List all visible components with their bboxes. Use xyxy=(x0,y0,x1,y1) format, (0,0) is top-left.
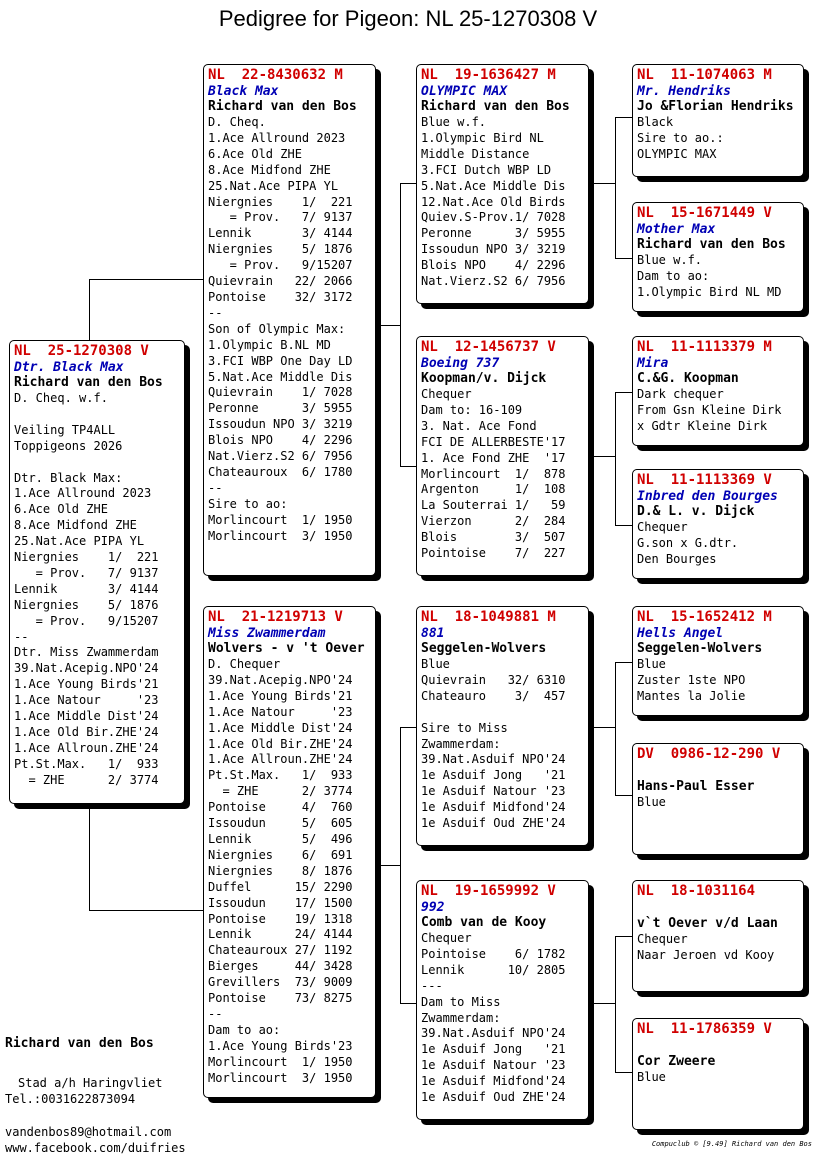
info-line: Chequer xyxy=(637,931,688,946)
breeder-email[interactable] xyxy=(5,1125,171,1139)
pigeon-name: Dtr. Black Max xyxy=(14,360,124,375)
info-line: Pontoise 73/ 8275 xyxy=(208,991,353,1006)
ring-number: NL 19-1659992 V xyxy=(421,883,556,899)
info-line: Veiling TP4ALL xyxy=(14,422,116,437)
connector-line xyxy=(589,183,615,184)
info-line: 1.Ace Allroun.ZHE'24 xyxy=(14,740,159,755)
info-line: --- xyxy=(421,978,443,993)
pigeon-name: Black Max xyxy=(208,84,279,99)
info-line: Nat.Vierz.S2 6/ 7956 xyxy=(421,274,566,289)
dam-sire-dam-card[interactable] xyxy=(632,743,804,855)
info-line: 1e Asduif Natour '23 xyxy=(421,1058,566,1073)
info-line: x Gdtr Kleine Dirk xyxy=(637,418,768,433)
info-line: Nat.Vierz.S2 6/ 7956 xyxy=(208,449,353,464)
info-line: 1. Ace Fond ZHE '17 xyxy=(421,450,566,465)
footer-credit: Compuclub © [9.49] Richard van den Bos xyxy=(651,1140,812,1148)
ring-number: NL 15-1671449 V xyxy=(637,205,772,221)
connector-line xyxy=(400,1003,417,1004)
pigeon-name: Mr. Hendriks xyxy=(637,84,731,99)
info-line: Blue xyxy=(637,657,666,671)
info-line: Zwammerdam: xyxy=(421,736,501,751)
info-line: D. Chequer xyxy=(208,657,281,671)
info-line: Dtr. Black Max: xyxy=(14,470,123,485)
info-line: Morlincourt 1/ 1950 xyxy=(208,1054,353,1069)
info-line: 1.Ace Old Bir.ZHE'24 xyxy=(208,736,353,751)
connector-line xyxy=(615,392,633,393)
sire-sire-sire-card[interactable] xyxy=(632,64,804,177)
info-line: 6.Ace Old ZHE xyxy=(208,146,302,161)
info-line: 1.Olympic B.NL MD xyxy=(208,337,331,352)
connector-line xyxy=(589,456,615,457)
ring-number: NL 18-1031164 xyxy=(637,883,756,899)
info-line: Middle Distance xyxy=(421,146,530,161)
info-line: = ZHE 2/ 3774 xyxy=(14,772,159,787)
connector-line xyxy=(615,936,616,1072)
info-line: Duffel 15/ 2290 xyxy=(208,879,353,894)
owner-name: Richard van den Bos xyxy=(637,237,786,252)
pigeon-name-empty xyxy=(637,763,799,779)
info-line: 25.Nat.Ace PIPA YL xyxy=(14,534,145,549)
sire-dam-dam-card[interactable] xyxy=(632,469,804,579)
info-line: 8.Ace Midfond ZHE xyxy=(14,518,137,533)
owner-name: Cor Zweere xyxy=(637,1053,716,1069)
dam-sire-sire-card[interactable] xyxy=(632,606,804,716)
info-line: Chequer xyxy=(421,387,472,401)
ring-number: NL 11-1113379 M xyxy=(637,339,772,355)
info-line: Blue xyxy=(637,1069,666,1084)
info-line: Morlincourt 3/ 1950 xyxy=(208,528,353,543)
pigeon-name: OLYMPIC MAX xyxy=(421,84,508,99)
connector-line xyxy=(615,392,616,526)
info-line: 3.FCI Dutch WBP LD xyxy=(421,162,552,177)
info-line: 1e Asduif Oud ZHE'24 xyxy=(421,1090,566,1105)
subject-card[interactable] xyxy=(9,340,185,804)
owner-name: D.& L. v. Dijck xyxy=(637,504,755,519)
connector-line xyxy=(589,1003,615,1004)
info-line: Vierzon 2/ 284 xyxy=(421,514,566,529)
info-line: Grevillers 73/ 9009 xyxy=(208,975,353,990)
dam-sire-card[interactable] xyxy=(416,606,589,846)
info-line: 1.Ace Young Birds'23 xyxy=(208,1038,353,1053)
ring-number: NL 11-1786359 V xyxy=(637,1021,772,1037)
info-line: Peronne 3/ 5955 xyxy=(421,226,566,241)
ring-number: NL 22-8430632 M xyxy=(208,67,343,83)
connector-line xyxy=(400,727,417,728)
info-line: Toppigeons 2026 xyxy=(14,438,123,453)
info-line: Naar Jeroen vd Kooy xyxy=(637,947,775,962)
info-line: Mantes la Jolie xyxy=(637,688,746,703)
connector-line xyxy=(400,183,401,466)
info-line: 1.Ace Young Birds'21 xyxy=(208,688,353,703)
info-line: La Souterrai 1/ 59 xyxy=(421,498,566,513)
info-line: OLYMPIC MAX xyxy=(637,146,717,161)
owner-name: Comb van de Kooy xyxy=(421,915,547,930)
info-line: Pointoise 7/ 227 xyxy=(421,546,566,561)
info-line: 25.Nat.Ace PIPA YL xyxy=(208,178,339,193)
info-line: Zuster 1ste NPO xyxy=(637,672,746,687)
info-line: Peronne 3/ 5955 xyxy=(208,401,353,416)
info-line: 3.FCI WBP One Day LD xyxy=(208,353,353,368)
info-line: Chequer xyxy=(637,520,688,534)
breeder-phone-text: Tel.:0031622873094 xyxy=(5,1092,136,1106)
blank-line xyxy=(14,455,180,471)
sire-dam-card[interactable] xyxy=(416,336,589,576)
connector-line xyxy=(89,910,204,911)
dam-dam-card[interactable] xyxy=(416,880,589,1120)
info-line: Dam to ao: xyxy=(208,1022,281,1037)
connector-line xyxy=(615,117,616,258)
info-line: Lennik 3/ 4144 xyxy=(208,226,353,241)
info-line: Sire to Miss xyxy=(421,720,508,735)
sire-card[interactable] xyxy=(203,64,376,576)
info-line: Dam to ao: xyxy=(637,268,710,283)
info-line: -- xyxy=(14,629,29,644)
info-line: Zwammerdam: xyxy=(421,1010,501,1025)
owner-name: Wolvers - v 't Oever xyxy=(208,641,365,656)
info-line: Sire to ao: xyxy=(208,496,288,511)
info-line: 39.Nat.Acepig.NPO'24 xyxy=(14,661,159,676)
info-line: Sire to ao.: xyxy=(637,130,724,145)
info-line: Blue w.f. xyxy=(637,253,703,267)
info-line: 8.Ace Midfond ZHE xyxy=(208,162,331,177)
info-line: From Gsn Kleine Dirk xyxy=(637,402,782,417)
info-line: 1.Olympic Bird NL xyxy=(421,130,544,145)
info-line: 5.Nat.Ace Middle Dis xyxy=(208,369,353,384)
dam-dam-sire-card[interactable] xyxy=(632,880,804,992)
info-line: Niergnies 1/ 221 xyxy=(14,550,159,565)
info-line: 1e Asduif Jong '21 xyxy=(421,768,566,783)
info-line: 1.Olympic Bird NL MD xyxy=(637,284,782,299)
info-line: D. Cheq. w.f. xyxy=(14,391,108,405)
info-line: = ZHE 2/ 3774 xyxy=(208,784,353,799)
connector-line xyxy=(589,727,615,728)
ring-number: NL 11-1113369 V xyxy=(637,472,772,488)
connector-line xyxy=(400,466,417,467)
dam-dam-dam-card[interactable] xyxy=(632,1018,804,1130)
info-line: Niergnies 5/ 1876 xyxy=(208,242,353,257)
ring-number: NL 12-1456737 V xyxy=(421,339,556,355)
info-line: 1.Ace Allroun.ZHE'24 xyxy=(208,752,353,767)
info-line: -- xyxy=(208,480,223,495)
info-line: 1e Asduif Midfond'24 xyxy=(421,800,566,815)
owner-name: Seggelen-Wolvers xyxy=(421,641,547,656)
info-line: Niergnies 8/ 1876 xyxy=(208,863,353,878)
pigeon-name: Hells Angel xyxy=(637,626,724,641)
dam-card[interactable] xyxy=(203,606,376,1098)
info-line: 3. Nat. Ace Fond xyxy=(421,418,537,433)
info-line: 39.Nat.Asduif NPO'24 xyxy=(421,752,566,767)
connector-line xyxy=(615,525,633,526)
pigeon-name: Boeing 737 xyxy=(421,356,500,371)
blank-line xyxy=(14,407,180,423)
info-line: Lennik 5/ 496 xyxy=(208,831,353,846)
info-line: Chateauro 3/ 457 xyxy=(421,688,566,703)
info-line: 1.Ace Middle Dist'24 xyxy=(14,709,159,724)
owner-name: Seggelen-Wolvers xyxy=(637,641,763,656)
breeder-website-text[interactable]: www.facebook.com/duifries xyxy=(5,1141,186,1155)
blank-line xyxy=(421,705,584,721)
info-line: Pt.St.Max. 1/ 933 xyxy=(208,768,353,783)
breeder-name xyxy=(5,1036,154,1051)
info-line: Niergnies 1/ 221 xyxy=(208,194,353,209)
pigeon-name: Miss Zwammerdam xyxy=(208,626,326,641)
connector-line xyxy=(615,1072,633,1073)
info-line: 1.Ace Allround 2023 xyxy=(208,130,346,145)
pigeon-name: 881 xyxy=(421,626,445,641)
owner-name: v`t Oever v/d Laan xyxy=(637,915,778,931)
breeder-address xyxy=(18,1076,163,1090)
connector-line xyxy=(615,662,616,795)
info-line: -- xyxy=(208,1006,223,1021)
info-line: Morlincourt 1/ 1950 xyxy=(208,512,353,527)
owner-name: Koopman/v. Dijck xyxy=(421,371,547,386)
connector-line xyxy=(615,117,633,118)
info-line: Den Bourges xyxy=(637,551,717,566)
connector-line xyxy=(400,183,417,184)
connector-line xyxy=(89,804,90,911)
ring-number: NL 15-1652412 M xyxy=(637,609,772,625)
breeder-name-text: Richard van den Bos xyxy=(5,1036,154,1051)
info-line: = Prov. 9/15207 xyxy=(208,258,353,273)
breeder-phone xyxy=(5,1092,135,1106)
info-line: Pontoise 32/ 3172 xyxy=(208,289,353,304)
connector-line xyxy=(89,279,204,280)
info-line: Chequer xyxy=(421,931,472,945)
connector-line xyxy=(400,727,401,1004)
connector-line xyxy=(615,662,633,663)
info-line: 1e Asduif Natour '23 xyxy=(421,784,566,799)
ring-number: DV 0986-12-290 V xyxy=(637,746,781,762)
info-line: Pontoise 19/ 1318 xyxy=(208,911,353,926)
info-line: = Prov. 7/ 9137 xyxy=(14,565,159,580)
info-line: 1.Ace Old Bir.ZHE'24 xyxy=(14,725,159,739)
info-line: Pt.St.Max. 1/ 933 xyxy=(14,756,159,771)
info-line: Argenton 1/ 108 xyxy=(421,482,566,497)
info-line: 5.Nat.Ace Middle Dis xyxy=(421,178,566,193)
info-line: 1.Ace Natour '23 xyxy=(14,693,159,708)
sire-sire-card[interactable] xyxy=(416,64,589,304)
owner-name: Richard van den Bos xyxy=(421,99,570,114)
info-line: Blois NPO 4/ 2296 xyxy=(421,258,566,273)
info-line: Niergnies 5/ 1876 xyxy=(14,597,159,612)
info-line: Lennik 10/ 2805 xyxy=(421,962,566,977)
breeder-address-text: Stad a/h Haringvliet xyxy=(18,1076,163,1090)
info-line: Niergnies 6/ 691 xyxy=(208,847,353,862)
connector-line xyxy=(615,936,633,937)
info-line: Chateauroux 6/ 1780 xyxy=(208,464,353,479)
info-line: Dam to Miss xyxy=(421,994,501,1009)
pigeon-name: 992 xyxy=(421,900,445,915)
info-line: = Prov. 9/15207 xyxy=(14,613,159,628)
info-line: Chateauroux 27/ 1192 xyxy=(208,943,353,958)
info-line: Issoudun NPO 3/ 3219 xyxy=(421,242,566,257)
info-line: 1e Asduif Jong '21 xyxy=(421,1042,566,1057)
info-line: Lennik 24/ 4144 xyxy=(208,927,353,942)
sire-sire-dam-card[interactable] xyxy=(632,202,804,312)
info-line: 39.Nat.Acepig.NPO'24 xyxy=(208,672,353,687)
info-line: 1.Ace Allround 2023 xyxy=(14,486,152,501)
pigeon-name: Mira xyxy=(637,356,669,371)
info-line: Blue w.f. xyxy=(421,115,487,129)
connector-line xyxy=(615,258,633,259)
info-line: 6.Ace Old ZHE xyxy=(14,502,108,517)
info-line: Blois 3/ 507 xyxy=(421,530,566,545)
ring-number: NL 18-1049881 M xyxy=(421,609,556,625)
pigeon-name-empty xyxy=(637,1038,799,1054)
info-line: 1.Ace Natour '23 xyxy=(208,704,353,719)
breeder-email-text[interactable]: vandenbos89@hotmail.com xyxy=(5,1125,172,1139)
info-line: Issoudun 5/ 605 xyxy=(208,816,353,831)
info-line: Quievrain 1/ 7028 xyxy=(208,385,353,400)
owner-name: Richard van den Bos xyxy=(208,99,357,114)
ring-number: NL 11-1074063 M xyxy=(637,67,772,83)
sire-dam-sire-card[interactable] xyxy=(632,336,804,446)
info-line: 12.Nat.Ace Old Birds xyxy=(421,194,566,209)
info-line: Pointoise 6/ 1782 xyxy=(421,946,566,961)
info-line: Black xyxy=(637,115,674,129)
info-line: FCI DE ALLERBESTE'17 xyxy=(421,434,566,449)
info-line: Bierges 44/ 3428 xyxy=(208,959,353,974)
connector-line xyxy=(376,865,400,866)
info-line: Quiev.S-Prov.1/ 7028 xyxy=(421,210,566,225)
pigeon-name: Mother Max xyxy=(637,222,716,237)
info-line: Quievrain 22/ 2066 xyxy=(208,274,353,289)
info-line: Dark chequer xyxy=(637,387,724,401)
info-line: Issoudun 17/ 1500 xyxy=(208,895,353,910)
pigeon-name: Inbred den Bourges xyxy=(637,489,778,504)
owner-name: Richard van den Bos xyxy=(14,375,163,390)
info-line: Dtr. Miss Zwammerdam xyxy=(14,645,159,660)
ring-number: NL 19-1636427 M xyxy=(421,67,556,83)
info-line: Morlincourt 1/ 878 xyxy=(421,466,566,481)
info-line: Dam to: 16-109 xyxy=(421,402,523,417)
info-line: Son of Olympic Max: xyxy=(208,321,346,336)
connector-line xyxy=(615,795,633,796)
info-line: Quievrain 32/ 6310 xyxy=(421,672,566,687)
info-line: Morlincourt 3/ 1950 xyxy=(208,1070,353,1085)
info-line: 1.Ace Young Birds'21 xyxy=(14,677,159,692)
owner-name: Hans-Paul Esser xyxy=(637,778,755,794)
info-line: D. Cheq. xyxy=(208,115,266,129)
info-line: 1e Asduif Midfond'24 xyxy=(421,1074,566,1089)
connector-line xyxy=(376,325,400,326)
info-line: Blue xyxy=(421,657,450,671)
info-line: 1e Asduif Oud ZHE'24 xyxy=(421,816,566,831)
info-line: Blois NPO 4/ 2296 xyxy=(208,433,353,448)
info-line: Pontoise 4/ 760 xyxy=(208,800,353,815)
info-line: -- xyxy=(208,305,223,320)
info-line: Lennik 3/ 4144 xyxy=(14,581,159,596)
connector-line xyxy=(89,279,90,341)
info-line: = Prov. 7/ 9137 xyxy=(208,210,353,225)
page-title: Pedigree for Pigeon: NL 25-1270308 V xyxy=(218,6,598,31)
info-line: G.son x G.dtr. xyxy=(637,535,739,550)
owner-name: C.&G. Koopman xyxy=(637,371,739,386)
info-line: Issoudun NPO 3/ 3219 xyxy=(208,417,353,432)
breeder-website[interactable] xyxy=(5,1141,186,1155)
ring-number: NL 21-1219713 V xyxy=(208,609,343,625)
info-line: 1.Ace Middle Dist'24 xyxy=(208,720,353,735)
info-line: 39.Nat.Asduif NPO'24 xyxy=(421,1026,566,1041)
info-line: Blue xyxy=(637,794,666,809)
ring-number: NL 25-1270308 V xyxy=(14,343,149,359)
owner-name: Jo &Florian Hendriks xyxy=(637,99,794,114)
pigeon-name-empty xyxy=(637,900,799,916)
